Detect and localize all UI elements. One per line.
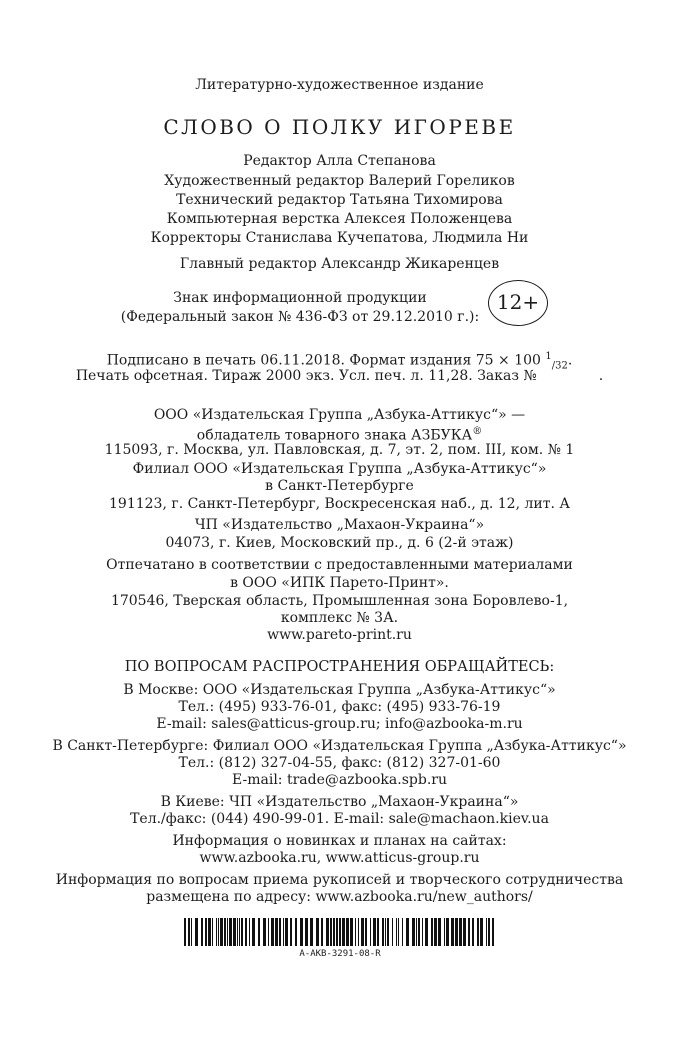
barcode-bar [392, 918, 393, 946]
barcode-bar [283, 918, 284, 946]
barcode-bar [472, 918, 474, 946]
barcode-bar [418, 918, 420, 946]
moscow-phone: Тел.: (495) 933-76-01, факс: (495) 933-76-19 [178, 699, 501, 715]
credit-chief-editor: Главный редактор Александр Жикаренцев [179, 256, 500, 272]
publisher-trademark: обладатель товарного знака АЗБУКА [196, 427, 473, 444]
barcode-bar [373, 918, 376, 946]
barcode-bar [358, 918, 359, 946]
edition-type: Литературно-художественное издание [195, 77, 484, 93]
barcode-bar [333, 918, 335, 946]
barcode-bar [480, 918, 483, 946]
barcode-bar [425, 918, 428, 946]
barcode-bar [237, 918, 238, 946]
barcode-bar [305, 918, 308, 946]
spb-phone: Тел.: (812) 327-04-55, факс: (812) 327-01-60 [178, 755, 501, 771]
spb-line1: В Санкт-Петербурге: Филиал ООО «Издательская Группа „Азбука-Аттикус“» [52, 738, 627, 754]
barcode-bar [492, 918, 494, 946]
barcode-bar [486, 918, 487, 946]
kiev-line1: В Киеве: ЧП «Издательство „Махаон-Украина“» [160, 794, 519, 810]
kiev-contacts: Тел./факс: (044) 490-99-01. E-mail: sale@machaon.kiev.ua [130, 811, 549, 827]
barcode-bar [438, 918, 441, 946]
ukraine-publisher: ЧП «Издательство „Махаон-Украина“» [194, 517, 485, 533]
barcode-bar [361, 918, 364, 946]
print-order: Печать офсетная. Тираж 2000 экз. Усл. печ. л. 11,28. Заказ № [75, 368, 537, 384]
barcode-bar [365, 918, 367, 946]
print-order-period: . [598, 368, 604, 384]
barcode-bar [245, 918, 247, 946]
websites-line2: www.azbooka.ru, www.atticus-group.ru [199, 850, 480, 866]
moscow-line1: В Москве: ООО «Издательская Группа „Азбука-Аттикус“» [123, 682, 556, 698]
barcode-bar [459, 918, 462, 946]
publisher-line1: ООО «Издательская Группа „Азбука-Аттикус“» — [153, 407, 526, 423]
barcode-bar [321, 918, 323, 946]
barcode-bar [342, 918, 345, 946]
barcode-bar [201, 918, 203, 946]
barcode-bar [249, 918, 250, 946]
barcode-bar [355, 918, 356, 946]
barcode-bar [350, 918, 353, 946]
registered-mark: ® [472, 426, 483, 437]
barcode-bar [330, 918, 332, 946]
barcode-bar [451, 918, 454, 946]
barcode-bar [224, 918, 226, 946]
spb-email: E-mail: trade@azbooka.spb.ru [232, 772, 447, 788]
barcode-bar [233, 918, 236, 946]
barcode-bar [326, 918, 329, 946]
barcode-bar [275, 918, 278, 946]
barcode-bar [239, 918, 240, 946]
barcode-bar [346, 918, 349, 946]
barcode-bar [220, 918, 223, 946]
credit-tech-editor: Технический редактор Татьяна Тихомирова [176, 192, 503, 208]
barcode-bar [229, 918, 232, 946]
distribution-heading: ПО ВОПРОСАМ РАСПРОСТРАНЕНИЯ ОБРАЩАЙТЕСЬ: [124, 659, 555, 675]
barcode-bar [263, 918, 266, 946]
barcode-bar [218, 918, 219, 946]
branch-name: Филиал ООО «Издательская Группа „Азбука-Аттикус“» [132, 461, 547, 477]
credit-editor: Редактор Алла Степанова [243, 153, 436, 169]
credit-proofreaders: Корректоры Станислава Кучепатова, Людмила Ни [150, 230, 529, 246]
barcode-bar [422, 918, 423, 946]
print-format: Подписано в печать 06.11.2018. Формат издания 75 × 100 [106, 352, 541, 369]
barcode-bar [271, 918, 274, 946]
manuscripts-line1: Информация по вопросам приема рукописей и творческого сотрудничества [55, 872, 624, 888]
barcode-bar [446, 918, 449, 946]
age-rating-badge: 12+ [488, 280, 548, 326]
barcode-bar [377, 918, 379, 946]
barcode-bar [370, 918, 371, 946]
barcode-bar [339, 918, 341, 946]
barcode-bar [258, 918, 260, 946]
print-info-line2 [0, 367, 679, 385]
barcode-bar [252, 918, 255, 946]
barcode-bar [216, 918, 217, 946]
barcode-code: A-AKB-3291-08-R [299, 949, 381, 959]
barcode [184, 918, 496, 946]
barcode-bar [212, 918, 213, 946]
book-title: СЛОВО О ПОЛКУ ИГОРЕВЕ [163, 115, 516, 139]
barcode-bar [416, 918, 417, 946]
barcode-bar [396, 918, 397, 946]
barcode-bar [310, 918, 313, 946]
barcode-bar [434, 918, 437, 946]
moscow-email: E-mail: sales@atticus-group.ru; info@azbooka-m.ru [156, 716, 523, 732]
barcode-bar [431, 918, 433, 946]
credit-layout: Компьютерная верстка Алексея Положенцева [166, 211, 513, 227]
barcode-bar [285, 918, 288, 946]
credit-art-editor: Художественный редактор Валерий Гореликов [164, 173, 515, 189]
info-sign-line1: Знак информационной продукции [173, 290, 427, 306]
barcode-bar [268, 918, 269, 946]
printer-line2: в ООО «ИПК Парето-Принт». [230, 575, 449, 591]
printer-website: www.pareto-print.ru [267, 627, 412, 643]
barcode-bar [406, 918, 409, 946]
barcode-bar [444, 918, 445, 946]
barcode-bar [295, 918, 297, 946]
barcode-bar [477, 918, 479, 946]
barcode-bar [463, 918, 466, 946]
barcode-bar [205, 918, 207, 946]
barcode-bar [184, 918, 186, 946]
barcode-bar [336, 918, 338, 946]
print-format-period: . [567, 352, 573, 369]
barcode-bar [188, 918, 190, 946]
ukraine-address: 04073, г. Киев, Московский пр., д. 6 (2-й этаж) [165, 535, 514, 551]
websites-line1: Информация о новинках и планах на сайтах: [172, 833, 507, 849]
barcode-bar [488, 918, 490, 946]
barcode-bar [227, 918, 228, 946]
barcode-bar [290, 918, 292, 946]
barcode-bar [208, 918, 211, 946]
barcode-bar [279, 918, 281, 946]
barcode-bar [316, 918, 319, 946]
info-sign-line2: (Федеральный закон № 436-ФЗ от 29.12.2010 г.): [120, 309, 480, 325]
printer-address: 170546, Тверская область, Промышленная зона Боровлево-1, [110, 593, 569, 609]
barcode-bar [195, 918, 198, 946]
format-fraction-numerator: 1 [545, 351, 552, 362]
manuscripts-line2: размещена по адресу: www.azbooka.ru/new_authors/ [146, 889, 533, 905]
barcode-bar [241, 918, 243, 946]
printer-line1: Отпечатано в соответствии с предоставленными материалами [106, 557, 573, 573]
barcode-bar [300, 918, 303, 946]
barcode-bar [382, 918, 384, 946]
barcode-bar [398, 918, 399, 946]
barcode-bar [385, 918, 386, 946]
publisher-address: 115093, г. Москва, ул. Павловская, д. 7, эт. 2, пом. III, ком. № 1 [104, 442, 575, 458]
format-fraction-denominator: /32 [551, 360, 568, 372]
branch-address: 191123, г. Санкт-Петербург, Воскресенская наб., д. 12, лит. А [109, 496, 570, 512]
barcode-bar [402, 918, 403, 946]
barcode-bar [468, 918, 470, 946]
barcode-bar [387, 918, 389, 946]
barcode-bar [455, 918, 458, 946]
branch-city: в Санкт-Петербурге [265, 478, 414, 494]
printer-complex: комплекс № 3А. [280, 610, 399, 626]
barcode-bar [412, 918, 415, 946]
barcode-bar [191, 918, 192, 946]
